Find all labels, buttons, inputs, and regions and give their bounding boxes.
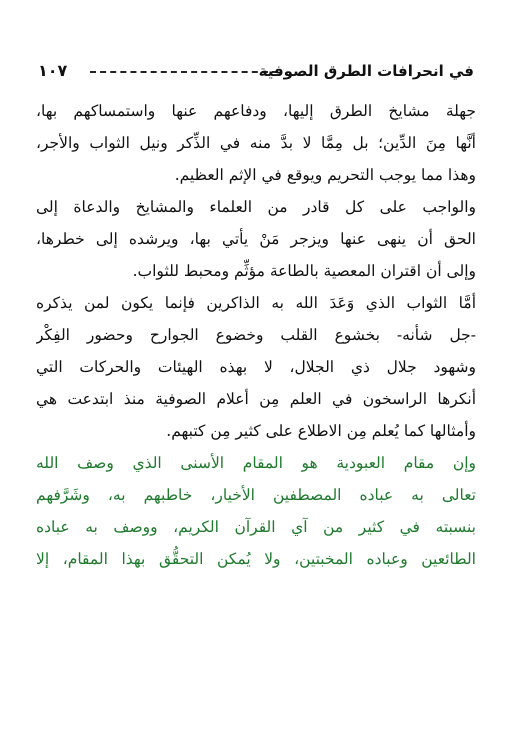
text-line: أمَّا الثواب الذي وَعَدَ الله به الذاكرين فإنما يكون لمن يذكره bbox=[36, 294, 476, 312]
text-line: أنَّها مِنَ الدِّين؛ بل مِمَّا لا بدَّ منه في الذِّكر ونيل الثواب والأجر، bbox=[36, 134, 476, 152]
text-line: وهذا مما يوجب التحريم ويوقع في الإثم العظيم. bbox=[174, 166, 476, 184]
text-line: وأمثالها كما يُعلم مِن الاطلاع على كثير مِن كتبهم. bbox=[166, 422, 476, 440]
text-line: الحق أن ينهى عنها ويزجر مَنْ يأتي بها، ويرشده إلى خطرها، bbox=[36, 230, 476, 248]
text-line: وإلى أن اقتران المعصية بالطاعة مؤثِّم ومحبط للثواب. bbox=[132, 262, 476, 280]
page-header bbox=[38, 58, 474, 84]
text-line: تعالى به عباده المصطفين الأخيار، خاطبهم به، وشَرَّفهم bbox=[36, 486, 476, 504]
text-line: جهلة مشايخ الطرق إليها، ودفاعهم عنها واستمساكهم بها، bbox=[36, 102, 476, 120]
body-text bbox=[36, 95, 476, 575]
header-divider bbox=[90, 71, 278, 73]
text-line: بنسبته في كثير من آي القرآن الكريم، ووصف به عباده bbox=[36, 518, 476, 536]
text-line: وشهود جلال ذي الجلال، لا بهذه الهيئات والحركات التي bbox=[36, 358, 476, 376]
text-line: الطائعين وعباده المخبتين، ولا يُمكن التحقُّق بهذا المقام، إلا bbox=[36, 550, 476, 568]
text-line: والواجب على كل قادر من العلماء والمشايخ والدعاة إلى bbox=[36, 198, 476, 216]
text-line: أنكرها الراسخون في العلم مِن أعلام الصوفية منذ ابتدعت هي bbox=[36, 390, 476, 408]
running-title: في انحرافات الطرق الصوفية bbox=[258, 62, 474, 80]
text-line: -جل شأنه- بخشوع القلب وخضوع الجوارح وحضور الفِكْر bbox=[36, 326, 476, 344]
page-number: ١٠٧ bbox=[38, 61, 68, 80]
text-line: وإن مقام العبودية هو المقام الأسنى الذي وصف الله bbox=[36, 454, 476, 472]
